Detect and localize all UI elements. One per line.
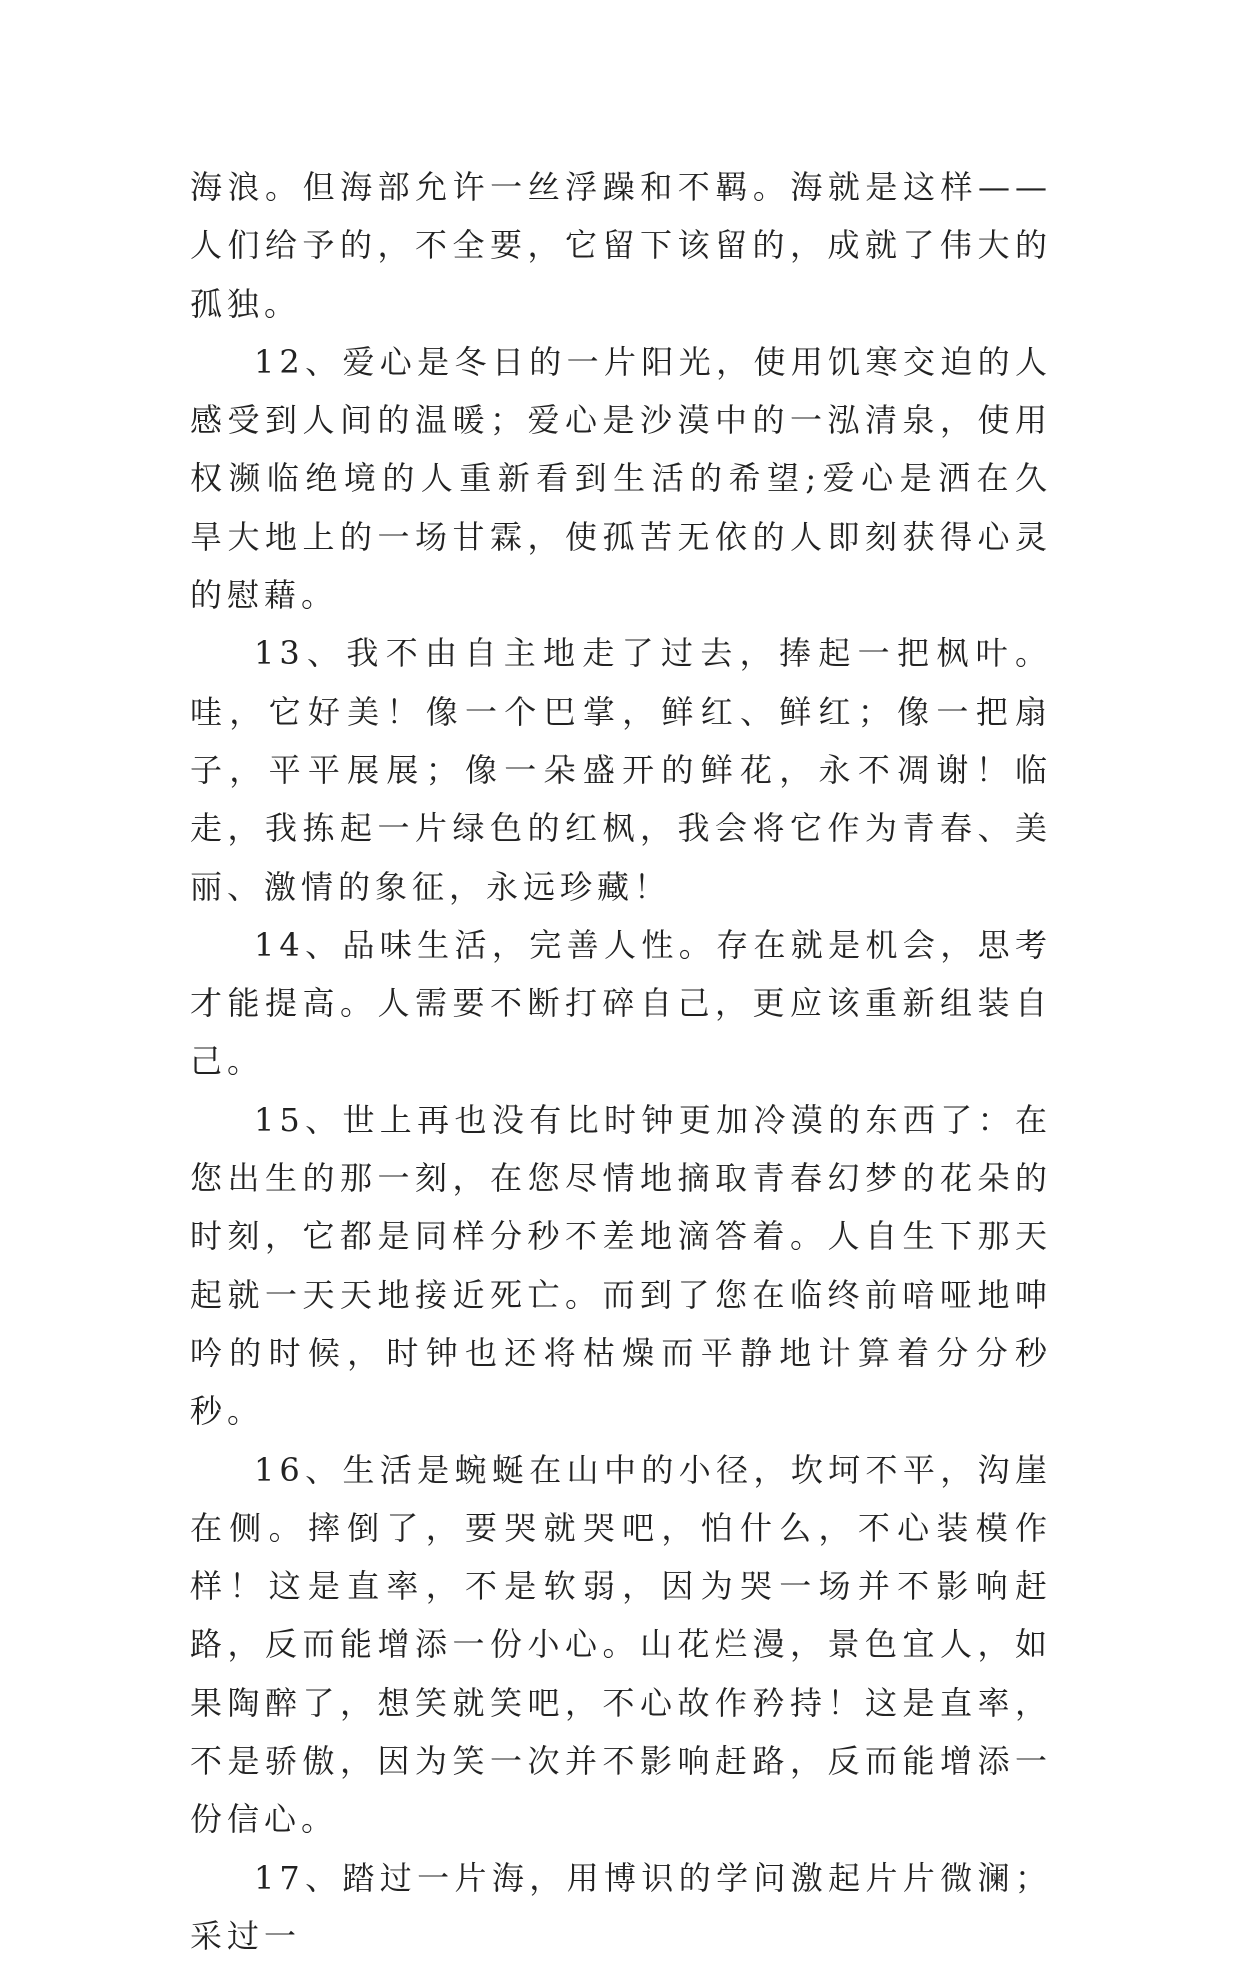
paragraph-16: 16、生活是蜿蜒在山中的小径，坎坷不平，沟崖在侧。摔倒了，要哭就哭吧，怕什么，不心装模作样！这是直率，不是软弱，因为哭一场并不影响赶路，反而能增添一份小心。山花烂漫，景色宜人，如果陶醉了，想笑就笑吧，不心故作矜持！这是直率，不是骄傲，因为笑一次并不影响赶路，反而能增添一份信心。 (190, 1450, 1052, 1839)
paragraph-14: 14、品味生活，完善人性。存在就是机会，思考才能提高。人需要不断打碎自己，更应该重新组装自己。 (190, 925, 1052, 1081)
paragraph-13: 13、我不由自主地走了过去，捧起一把枫叶。哇，它好美！像一个巴掌，鲜红、鲜红；像一把扇子，平平展展；像一朵盛开的鲜花，永不凋谢！临走，我拣起一片绿色的红枫，我会将它作为青春、美丽、激情的象征，永远珍藏！ (190, 634, 1052, 906)
paragraph-12: 12、爱心是冬日的一片阳光，使用饥寒交迫的人感受到人间的温暖；爱心是沙漠中的一泓清泉，使用权濒临绝境的人重新看到生活的希望;爱心是洒在久旱大地上的一场甘霖，使孤苦无依的人即刻获得心灵的慰藉。 (190, 342, 1052, 615)
paragraph-continued: 海浪。但海部允许一丝浮躁和不羁。海就是这样——人们给予的，不全要，它留下该留的，成就了伟大的孤独。 (190, 168, 1052, 323)
document-body (190, 158, 1052, 1965)
paragraph-15: 15、世上再也没有比时钟更加冷漠的东西了：在您出生的那一刻，在您尽情地摘取青春幻梦的花朵的时刻，它都是同样分秒不差地滴答着。人自生下那天起就一天天地接近死亡。而到了您在临终前喑哑地呻吟的时候，时钟也还将枯燥而平静地计算着分分秒秒。 (190, 1100, 1052, 1431)
paragraph-17: 17、踏过一片海，用博识的学问激起片片微澜；采过一 (190, 1858, 1052, 1955)
